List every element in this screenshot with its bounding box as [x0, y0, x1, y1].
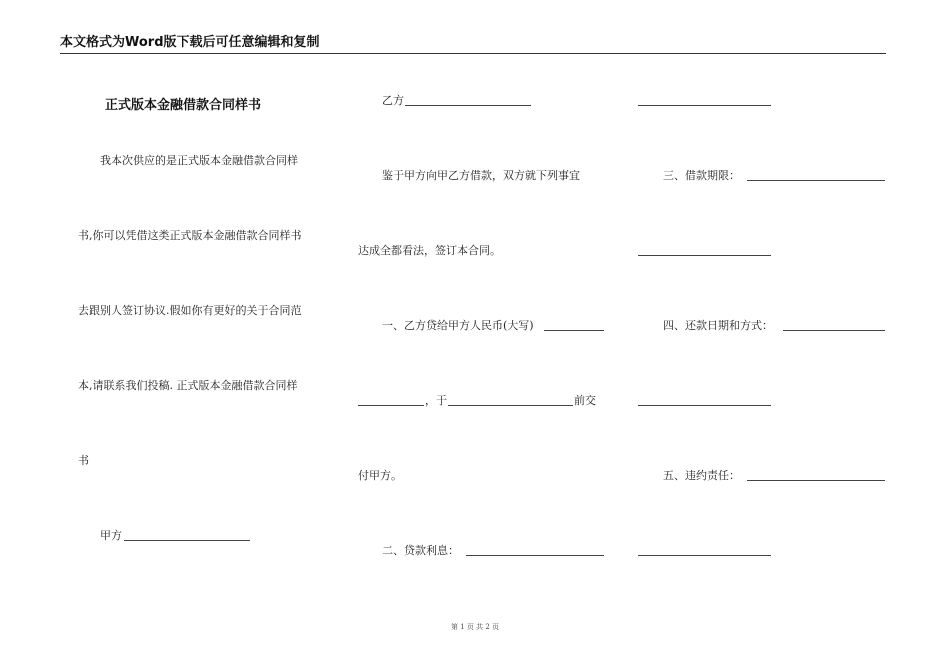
- intro-line-3: 去跟别人签订协议.假如你有更好的关于合同范: [78, 304, 302, 317]
- header-text: 本文格式为Word版下载后可任意编辑和复制: [60, 35, 320, 50]
- clause-4-label: 四、还款日期和方式：: [663, 319, 773, 332]
- clause-1-end: 付甲方。: [358, 469, 402, 482]
- page-footer: 第 1 页 共 2 页: [450, 623, 500, 631]
- payment-date-blank[interactable]: [448, 405, 573, 406]
- document-header: [60, 36, 886, 54]
- intro-line-4: 本,请联系我们投稿. 正式版本金融借款合同样: [78, 379, 298, 392]
- clause-1-before: 前交: [574, 394, 596, 407]
- party-a-label: 甲方: [100, 529, 122, 542]
- recital-line-2: 达成全都看法，签订本合同。: [358, 244, 501, 257]
- blank-line-3[interactable]: [638, 405, 771, 406]
- intro-line-2: 书,你可以凭借这类正式版本金融借款合同样书: [78, 229, 302, 242]
- party-b-label: 乙方: [382, 94, 404, 107]
- blank-line-2[interactable]: [638, 255, 771, 256]
- document-title: 正式版本金融借款合同样书: [105, 98, 262, 113]
- loan-amount-blank[interactable]: [544, 330, 604, 331]
- party-a-blank[interactable]: [124, 540, 250, 541]
- blank-line-1[interactable]: [638, 105, 771, 106]
- intro-line-1: 我本次供应的是正式版本金融借款合同样: [100, 154, 298, 167]
- liability-blank[interactable]: [747, 480, 885, 481]
- party-b-blank[interactable]: [405, 105, 531, 106]
- intro-line-5: 书: [78, 454, 89, 467]
- repayment-blank[interactable]: [783, 330, 885, 331]
- clause-3-label: 三、借款期限：: [663, 169, 740, 182]
- clause-2-label: 二、贷款利息：: [382, 544, 459, 557]
- interest-blank[interactable]: [466, 555, 604, 556]
- clause-5-label: 五、违约责任：: [663, 469, 740, 482]
- clause-1-label: 一、乙方贷给甲方人民币(大写): [382, 319, 534, 332]
- recital-line-1: 鉴于甲方向甲乙方借款，双方就下列事宜: [382, 169, 580, 182]
- clause-1-at: ，于: [425, 394, 447, 407]
- loan-term-blank[interactable]: [747, 180, 885, 181]
- loan-amount-continued-blank[interactable]: [358, 405, 424, 406]
- blank-line-4[interactable]: [638, 555, 771, 556]
